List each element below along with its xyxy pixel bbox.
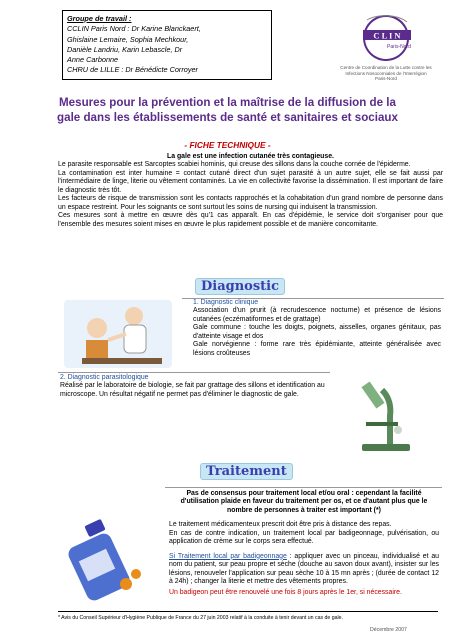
local-treatment-paragraph xyxy=(169,553,439,587)
intro-paragraph: Ces mesures sont à mettre en œuvre dès qu'1 cas apparaît. En cas d'épidémie, le service doit s'organiser pour que l'ensemble des mesures soient mises en œuvre le plus rapidement possible et de manière concomitante. xyxy=(58,212,443,228)
clinical-paragraph: Gale commune : touche les doigts, poignets, aisselles, organes génitaux, pas d'atteinte visage et dos xyxy=(193,324,441,340)
page-title: Mesures pour la prévention et la maîtrise de la diffusion de la gale dans les établissements de santé et sanitaires et sociaux xyxy=(57,96,398,124)
treatment-paragraph xyxy=(169,521,439,546)
local-treatment-link[interactable]: Si Traitement local par badigeonnage xyxy=(169,552,287,560)
working-group-line: Anne Carbonne xyxy=(67,55,119,65)
traitement-text xyxy=(169,490,439,603)
intro-text xyxy=(58,153,443,229)
microscope-illustration xyxy=(352,378,422,454)
intro-lead: La gale est une infection cutanée très contagieuse. xyxy=(167,153,334,160)
clinical-paragraph: Association d'un prurit (à recrudescence nocturne) et présence de lésions cutanées (eczématiformes et de grattage) xyxy=(193,307,441,323)
intro-paragraph: Les facteurs de risque de transmission sont les contacts rapprochés et la cohabitation d'un grand nombre de personne dans un espace restreint. Pour les soignants ce sont surtout les soins de nursing qui induisent la transmission. xyxy=(58,195,443,211)
traitement-section-title: Traitement xyxy=(200,463,293,480)
intro-paragraph: Le parasite responsable est Sarcoptes scabiei hominis, qui creuse des sillons dans la couche cornée de l'épiderme. xyxy=(58,161,411,169)
diagnostic-section-title: Diagnostic xyxy=(195,278,285,295)
parasito-text: Réalisé par le laboratoire de biologie, se fait par grattage des sillons et identification au microscope. Un résultat négatif ne permet pas d'éliminer le diagnostic de gale. xyxy=(60,382,325,398)
parasitological-diagnosis xyxy=(60,374,328,399)
clinical-diagnosis xyxy=(193,299,441,358)
working-group-line: Ghislaine Lemaire, Sophia Mechkour, xyxy=(67,34,189,44)
treatment-line: En cas de contre indication, un traitement local par badigeonnage, pulvérisation, ou application de crème sur le corps sera effectué. xyxy=(169,529,439,546)
working-group-line: CCLIN Paris Nord : Dr Karine Blanckaert, xyxy=(67,24,201,34)
cclin-logo-mark xyxy=(347,12,425,62)
logo-caption: Centre de Coordination de la Lutte contre les Infections Nosocomiales de l'Interrégion Paris-Nord xyxy=(340,65,432,82)
cclin-logo xyxy=(340,12,432,82)
renewal-text: Un badigeon peut être renouvelé une fois 8 jours après le 1er, si nécessaire. xyxy=(169,588,402,596)
logo-word: C L I N xyxy=(373,30,401,41)
footnote: * Avis du Conseil Supérieur d'Hygiène Publique de France du 27 juin 2003 relatif à la conduite à tenir devant un cas de gale. xyxy=(58,611,438,621)
document-date: Décembre 2007 xyxy=(370,627,407,633)
working-group-box xyxy=(62,10,272,80)
clinical-heading: 1. Diagnostic clinique xyxy=(193,299,259,306)
doctor-examining-illustration xyxy=(62,298,174,370)
local-treatment-text: : appliquer avec un pinceau, individualisé et au nom du patient, sur peau propre et sèche (douche au savon doux avant), insister sur les lésions, renouveler l'application sur peau sèche 10 à 15 mn après ; (durée de contact 12 à 24h) ; changer la literie et mettre des vêtements propres. xyxy=(169,552,439,586)
clinical-paragraph: Gale norvégienne : forme rare très épidémiante, atteinte généralisée avec lésions croûteuses xyxy=(193,341,441,357)
treatment-line: Le traitement médicamenteux prescrit doit être pris à distance des repas. xyxy=(169,521,392,529)
working-group-line: Danièle Landriu, Karin Lebascle, Dr xyxy=(67,44,183,54)
intro-paragraph: La contamination est inter humaine = contact cutané direct d'un sujet parasité à un autre sujet, elle se fait aussi par l'intermédiaire de linge, literie ou vêtement contaminés. La vie en collectivité favorise la dissémination. Il est important de faire le diagnostic très tôt. xyxy=(58,169,443,194)
consensus-text: Pas de consensus pour traitement local et/ou oral : cependant la facilité d'utilisation plaide en faveur du traitement per os, et ce d'autant plus que le nombre de personnes à traiter est important (*) xyxy=(180,490,428,514)
logo-subword: Paris-Nord xyxy=(387,44,411,50)
parasito-heading: 2. Diagnostic parasitologique xyxy=(60,374,149,381)
page-subtitle: - FICHE TECHNIQUE - xyxy=(184,140,271,150)
medicine-bottle-illustration xyxy=(66,518,156,602)
working-group-title: Groupe de travail : xyxy=(67,14,132,23)
working-group-line: CHRU de LILLE : Dr Bénédicte Corroyer xyxy=(67,65,198,75)
